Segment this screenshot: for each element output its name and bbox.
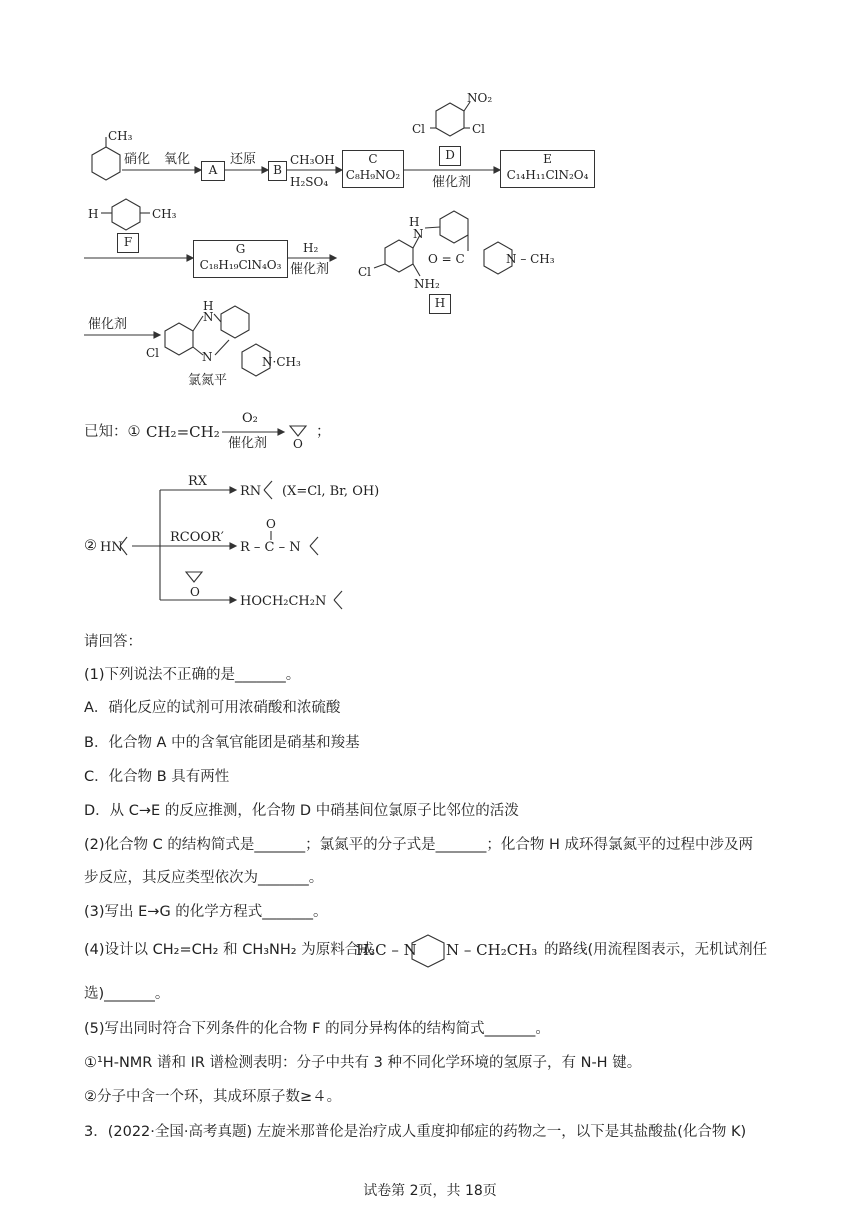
target-molecule-left: H₃C – N: [356, 941, 417, 959]
option-a: A．硝化反应的试剂可用浓硝酸和浓硫酸: [84, 700, 341, 716]
h-chloro: Cl: [358, 265, 372, 279]
compound-g-formula: C₁₈H₁₉ClN₄O₃: [199, 258, 282, 272]
question-4-line-2: 选)_______。: [84, 986, 170, 1002]
next-question-title: 3．(2022·全国·高考真题) 左旋米那普伦是治疗成人重度抑郁症的药物之一，以下是其盐酸盐(化合物 K): [84, 1124, 747, 1140]
page-footer: 试卷第 2页，共 18页: [363, 1183, 497, 1199]
d-chloro-right: Cl: [472, 122, 486, 136]
h-ring-a: [385, 240, 413, 272]
known-intro: 已知：①: [84, 424, 141, 440]
known-epoxide-o: O: [293, 437, 303, 451]
d-nitro-group: NO₂: [467, 91, 493, 105]
compound-f-box: F: [117, 233, 139, 253]
reagent-methanol: CH₃OH: [290, 153, 335, 167]
h-carbonyl: O = C: [428, 252, 465, 266]
compound-e-label: E: [543, 152, 552, 166]
d-chloro-left: Cl: [412, 122, 426, 136]
catalyst-c-to-e: 催化剂: [432, 175, 472, 190]
reagent-hydrogen: H₂: [303, 241, 319, 255]
known-epoxide-o-2: O: [190, 585, 200, 599]
f-ring: [112, 199, 140, 230]
compound-e-box: [500, 150, 595, 188]
compound-h-box: H: [429, 294, 451, 314]
question-2-line-1: (2)化合物 C 的结构简式是_______；氯氮平的分子式是_______；化合物 H 成环得氯氮平的过程中涉及两: [84, 837, 754, 853]
question-4-line-1: [84, 940, 374, 960]
clozapine-name: 氯氮平: [188, 373, 228, 388]
known-amide: R – C – N: [240, 540, 301, 555]
known-rx-note: (X=Cl, Br, OH): [282, 484, 380, 499]
h-methylpiperazine: N – CH₃: [506, 252, 555, 266]
catalyst-h-to-product: 催化剂: [88, 317, 128, 332]
known-ethylene: CH₂=CH₂: [146, 423, 220, 441]
clozapine-nh-nitrogen: N: [203, 310, 214, 324]
h-ring-b: [440, 211, 468, 243]
known-two-marker: ②: [84, 538, 97, 554]
toluene-methyl: CH₃: [108, 129, 133, 143]
compound-e-formula: C₁₄H₁₁ClN₂O₄: [506, 168, 589, 182]
condition-1: ①¹H-NMR 谱和 IR 谱检测表明：分子中共有 3 种不同化学环境的氢原子，有 N-H 键。: [84, 1055, 642, 1071]
question-4-intro: (4)设计以 CH₂=CH₂ 和 CH₃NH₂ 为原料合成: [84, 942, 374, 958]
f-methyl: CH₃: [152, 207, 177, 221]
compound-g-label: G: [235, 242, 246, 256]
question-3: (3)写出 E→G 的化学方程式_______。: [84, 904, 328, 920]
known-semicolon: ；: [316, 424, 331, 440]
step-oxidation: 氧化: [164, 152, 191, 167]
question-2-line-2: 步反应，其反应类型依次为_______。: [84, 870, 324, 886]
known-rn: RN: [240, 484, 262, 499]
known-ester: RCOOR′: [170, 530, 224, 545]
compound-d-box: D: [439, 146, 461, 166]
option-b: B．化合物 A 中的含氧官能团是硝基和羧基: [84, 735, 360, 751]
question-5: (5)写出同时符合下列条件的化合物 F 的同分异构体的结构简式_______。: [84, 1021, 550, 1037]
compound-g-box: [193, 240, 288, 278]
compound-b-box: B: [268, 161, 287, 181]
question-1: (1)下列说法不正确的是_______。: [84, 667, 301, 683]
compound-a-box: A: [201, 161, 225, 181]
known-catalyst: 催化剂: [228, 436, 268, 451]
clozapine-nh-hydrogen: H: [203, 299, 214, 313]
h-nh-nitrogen: N: [413, 227, 424, 241]
toluene-ring: [92, 147, 120, 180]
clozapine-imine-n: N: [202, 350, 213, 364]
clozapine-methyl: N·CH₃: [262, 355, 301, 369]
compound-c-label: C: [368, 152, 378, 166]
prompt: 请回答：: [84, 634, 142, 650]
known-amine: HN: [100, 540, 123, 555]
compound-c-formula: C₈H₉NO₂: [345, 168, 401, 182]
step-reduction: 还原: [230, 152, 257, 167]
clozapine-ring-a: [165, 323, 193, 355]
f-hydrogen: H: [88, 207, 99, 221]
reagent-sulfuric-acid: H₂SO₄: [290, 175, 329, 189]
condition-2: ②分子中含一个环，其成环原子数≥４。: [84, 1089, 342, 1105]
question-4-tail: 的路线(用流程图表示，无机试剂任: [544, 942, 768, 958]
option-c: C．化合物 B 具有两性: [84, 769, 230, 785]
step-nitration: 硝化: [124, 152, 151, 167]
h-nh-hydrogen: H: [409, 215, 420, 229]
compound-c-box: [342, 150, 404, 188]
option-d: D．从 C→E 的反应推测，化合物 D 中硝基间位氯原子比邻位的活泼: [84, 803, 519, 819]
clozapine-ring-b: [221, 306, 249, 338]
known-rx: RX: [188, 474, 208, 489]
known-amide-oxygen: O: [266, 517, 276, 531]
known-ethanolamine: HOCH₂CH₂N: [240, 594, 327, 609]
known-oxygen: O₂: [242, 411, 258, 426]
catalyst-g-to-h: 催化剂: [290, 262, 330, 277]
clozapine-chloro: Cl: [146, 346, 160, 360]
d-ring: [436, 103, 464, 136]
epoxide-2: [186, 572, 202, 582]
target-molecule-right: N – CH₂CH₃: [446, 941, 538, 959]
h-amino: NH₂: [414, 277, 440, 291]
